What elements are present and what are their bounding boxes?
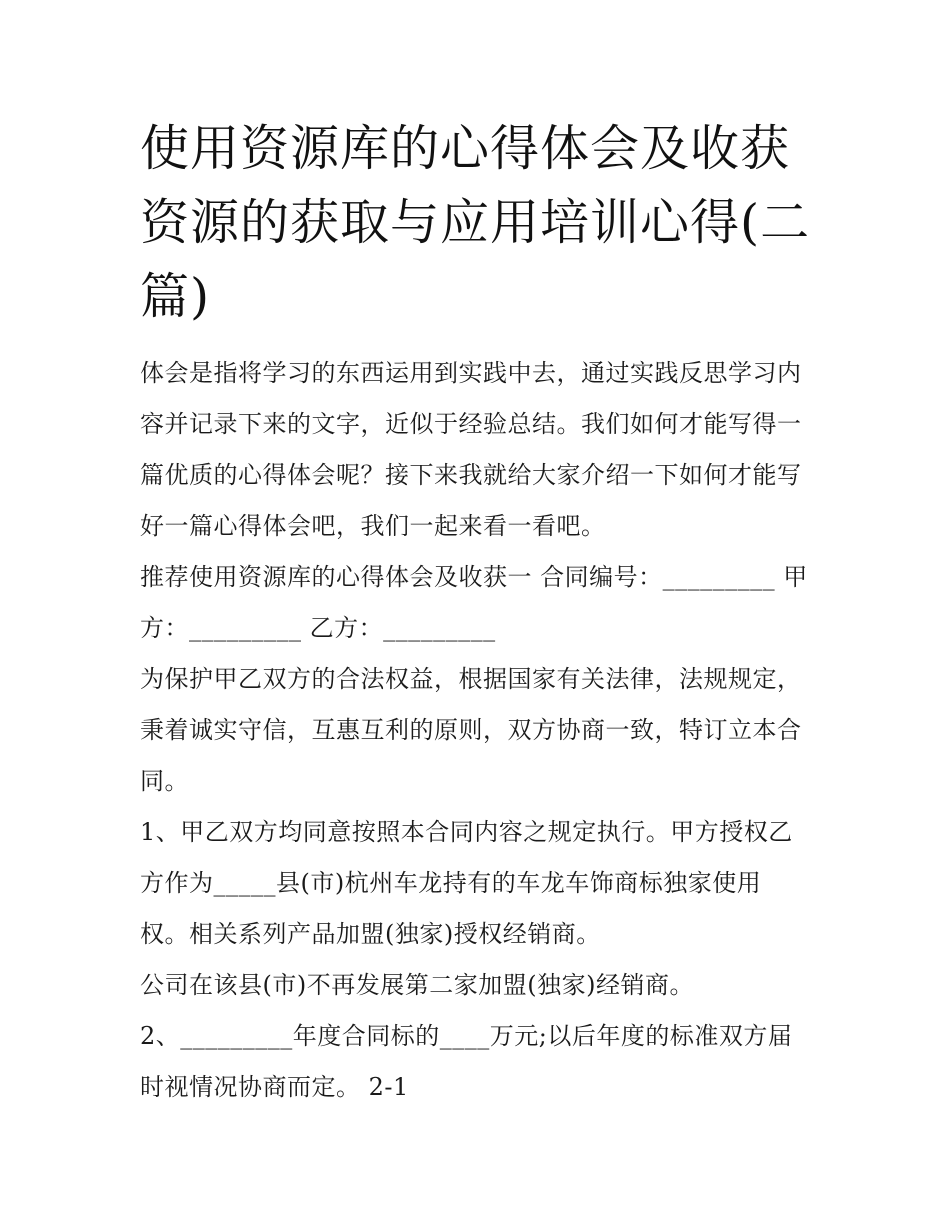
text-line: 时视情况协商而定。 2-1 <box>140 1073 409 1101</box>
text-line: 方：_________ 乙方：_________ <box>140 614 496 642</box>
title-line: 篇) <box>140 268 211 325</box>
clause-2-paragraph <box>140 1011 816 1113</box>
text-line: 2、_________年度合同标的____万元;以后年度的标准双方届 <box>140 1022 793 1050</box>
document-body <box>140 348 816 1113</box>
text-line: 为保护甲乙双方的合法权益，根据国家有关法律，法规规定， <box>140 665 802 693</box>
text-line: 方作为_____县(市)杭州车龙持有的车龙车饰商标独家使用 <box>140 869 762 897</box>
text-line: 好一篇心得体会吧，我们一起来看一看吧。 <box>140 512 606 540</box>
text-line: 同。 <box>140 767 189 795</box>
text-line: 体会是指将学习的东西运用到实践中去，通过实践反思学习内 <box>140 359 802 387</box>
clause-1-note-paragraph <box>140 960 816 1011</box>
text-line: 篇优质的心得体会呢？接下来我就给大家介绍一下如何才能写 <box>140 461 802 489</box>
text-line: 秉着诚实守信，互惠互利的原则，双方协商一致，特订立本合 <box>140 716 802 744</box>
text-line: 权。相关系列产品加盟(独家)授权经销商。 <box>140 920 601 948</box>
preamble-paragraph <box>140 654 816 807</box>
clause-1-paragraph <box>140 807 816 960</box>
title-line: 使用资源库的心得体会及收获 <box>140 120 791 177</box>
contract-header-paragraph <box>140 552 816 654</box>
document-title <box>140 112 816 334</box>
text-line: 1、甲乙双方均同意按照本合同内容之规定执行。甲方授权乙 <box>140 818 793 846</box>
document-content <box>140 112 816 1113</box>
intro-paragraph <box>140 348 816 552</box>
title-line: 资源的获取与应用培训心得(二 <box>140 194 811 251</box>
text-line: 公司在该县(市)不再发展第二家加盟(独家)经销商。 <box>140 971 694 999</box>
text-line: 容并记录下来的文字，近似于经验总结。我们如何才能写得一 <box>140 410 802 438</box>
text-line: 推荐使用资源库的心得体会及收获一 合同编号：_________ 甲 <box>140 563 808 591</box>
